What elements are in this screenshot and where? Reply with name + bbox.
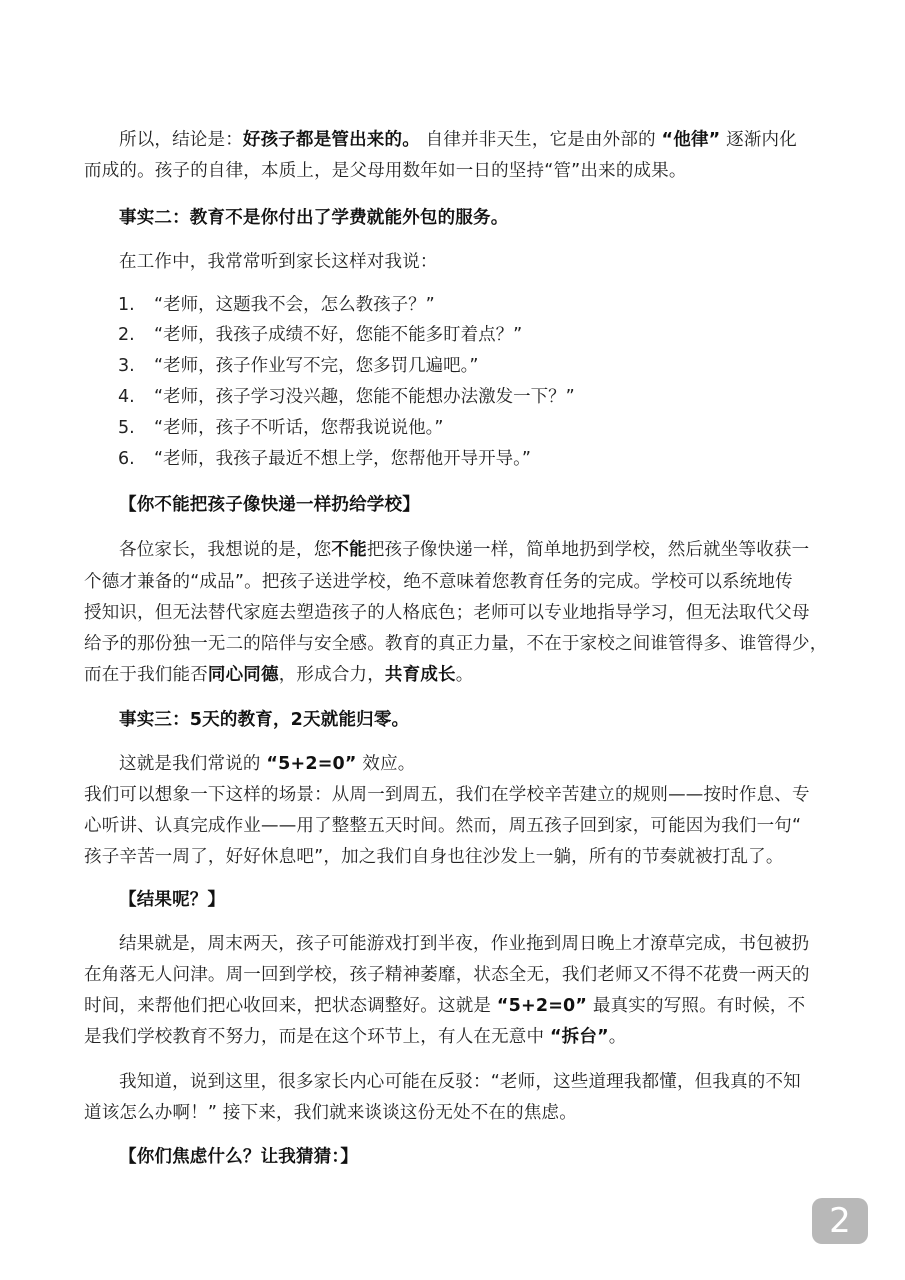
paragraph-courier-line-4: 给予的那份独一无二的陪伴与安全感。教育的真正力量，不在于家校之间谁管得多、谁管得少， bbox=[84, 634, 828, 654]
paragraph-effect-line-4: 孩子辛苦一周了，好好休息吧”，加之我们自身也往沙发上一躺，所有的节奏就被打乱了。 bbox=[84, 847, 784, 867]
paragraph-courier-line-3: 授知识，但无法替代家庭去塑造孩子的人格底色；老师可以专业地指导学习，但无法取代父母 bbox=[84, 603, 810, 623]
list-item: 3. “老师，孩子作业写不完，您多罚几遍吧。” bbox=[118, 356, 479, 376]
list-item: 4. “老师，孩子学习没兴趣，您能不能想办法激发一下？” bbox=[118, 387, 575, 407]
heading-courier: 【你不能把孩子像快递一样扔给学校】 bbox=[119, 495, 420, 515]
paragraph-anxiety-line-2: 道该怎么办啊！” 接下来，我们就来谈谈这份无处不在的焦虑。 bbox=[84, 1103, 577, 1123]
paragraph-courier-line-1: 各位家长，我想说的是，您不能把孩子像快递一样，简单地扔到学校，然后就坐等收获一 bbox=[119, 540, 810, 560]
list-item: 5. “老师，孩子不听话，您帮我说说他。” bbox=[118, 418, 444, 438]
paragraph-effect-line-1: 这就是我们常说的 “5+2=0” 效应。 bbox=[119, 754, 416, 774]
page-number-badge: 2 bbox=[812, 1198, 868, 1244]
heading-fact-three: 事实三：5天的教育，2天就能归零。 bbox=[119, 710, 410, 730]
list-item: 1. “老师，这题我不会，怎么教孩子？” bbox=[118, 295, 435, 315]
paragraph-result-line-2: 在角落无人问津。周一回到学校，孩子精神萎靡，状态全无，我们老师又不得不花费一两天的 bbox=[84, 965, 810, 985]
paragraph-effect-line-3: 心听讲、认真完成作业——用了整整五天时间。然而，周五孩子回到家，可能因为我们一句“ bbox=[84, 816, 802, 836]
heading-fact-two: 事实二：教育不是你付出了学费就能外包的服务。 bbox=[119, 208, 509, 228]
paragraph-courier-line-2: 个德才兼备的“成品”。把孩子送进学校，绝不意味着您教育任务的完成。学校可以系统地传 bbox=[84, 572, 793, 592]
heading-result: 【结果呢？】 bbox=[119, 890, 226, 910]
paragraph-conclusion-line-1: 所以，结论是：好孩子都是管出来的。 自律并非天生，它是由外部的 “他律” 逐渐内化 bbox=[119, 130, 797, 150]
paragraph-work-intro: 在工作中，我常常听到家长这样对我说： bbox=[119, 252, 438, 272]
paragraph-result-line-1: 结果就是，周末两天，孩子可能游戏打到半夜，作业拖到周日晚上才潦草完成，书包被扔 bbox=[119, 934, 810, 954]
list-item: 6. “老师，我孩子最近不想上学，您帮他开导开导。” bbox=[118, 449, 531, 469]
paragraph-courier-line-5: 而在于我们能否同心同德，形成合力，共育成长。 bbox=[84, 665, 474, 685]
paragraph-conclusion-line-2: 而成的。孩子的自律，本质上，是父母用数年如一日的坚持“管”出来的成果。 bbox=[84, 161, 687, 181]
paragraph-result-line-3: 时间，来帮他们把心收回来，把状态调整好。这就是 “5+2=0” 最真实的写照。有时候，不 bbox=[84, 996, 806, 1016]
paragraph-effect-line-2: 我们可以想象一下这样的场景：从周一到周五，我们在学校辛苦建立的规则——按时作息、专 bbox=[84, 785, 810, 805]
list-item: 2. “老师，我孩子成绩不好，您能不能多盯着点？” bbox=[118, 325, 523, 345]
paragraph-anxiety-line-1: 我知道，说到这里，很多家长内心可能在反驳：“老师，这些道理我都懂，但我真的不知 bbox=[119, 1072, 801, 1092]
paragraph-result-line-4: 是我们学校教育不努力，而是在这个环节上，有人在无意中 “拆台”。 bbox=[84, 1027, 627, 1047]
heading-anxiety: 【你们焦虑什么？让我猜猜：】 bbox=[119, 1147, 359, 1167]
